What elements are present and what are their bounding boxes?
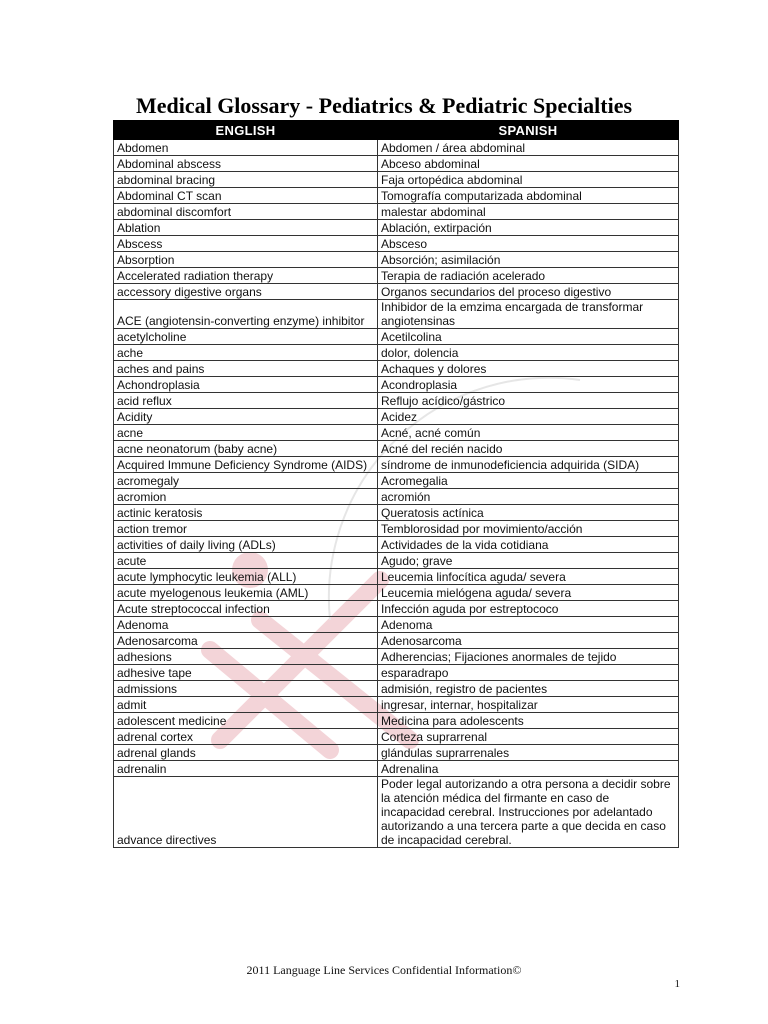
table-row xyxy=(114,441,679,457)
table-row xyxy=(114,409,679,425)
english-term: admissions xyxy=(114,681,378,697)
table-row xyxy=(114,425,679,441)
table-row xyxy=(114,553,679,569)
spanish-term: Acromegalia xyxy=(378,473,679,489)
english-term: Absorption xyxy=(114,252,378,268)
table-row xyxy=(114,220,679,236)
spanish-term: dolor, dolencia xyxy=(378,345,679,361)
spanish-term: Leucemia linfocítica aguda/ severa xyxy=(378,569,679,585)
spanish-term: Abdomen / área abdominal xyxy=(378,140,679,156)
english-term: Acute streptococcal infection xyxy=(114,601,378,617)
table-row xyxy=(114,284,679,300)
spanish-term: Acetilcolina xyxy=(378,329,679,345)
spanish-term: Adherencias; Fijaciones anormales de tejido xyxy=(378,649,679,665)
spanish-term: acromión xyxy=(378,489,679,505)
english-term: acute lymphocytic leukemia (ALL) xyxy=(114,569,378,585)
spanish-term: Tomografía computarizada abdominal xyxy=(378,188,679,204)
table-row xyxy=(114,745,679,761)
table-row xyxy=(114,729,679,745)
english-term: acetylcholine xyxy=(114,329,378,345)
table-row xyxy=(114,204,679,220)
english-term: abdominal discomfort xyxy=(114,204,378,220)
document-title: Medical Glossary - Pediatrics & Pediatric Specialties xyxy=(135,93,633,118)
table-row xyxy=(114,585,679,601)
spanish-term: Poder legal autorizando a otra persona a decidir sobre la atención médica del firmante en caso de incapacidad cerebral. Instrucciones por adelantado autorizando a una tercera parte a que decida en caso de incapacidad cerebral. xyxy=(378,777,679,848)
spanish-term: Acné, acné común xyxy=(378,425,679,441)
table-row xyxy=(114,140,679,156)
table-row xyxy=(114,172,679,188)
spanish-term: Medicina para adolescents xyxy=(378,713,679,729)
table-row xyxy=(114,649,679,665)
spanish-term: Adrenalina xyxy=(378,761,679,777)
table-row xyxy=(114,377,679,393)
glossary-sheet xyxy=(113,120,678,848)
english-term: Adenosarcoma xyxy=(114,633,378,649)
table-row xyxy=(114,617,679,633)
table-row xyxy=(114,236,679,252)
english-term: acromion xyxy=(114,489,378,505)
spanish-term: Acondroplasia xyxy=(378,377,679,393)
table-row xyxy=(114,633,679,649)
english-term: adrenal cortex xyxy=(114,729,378,745)
spanish-term: glándulas suprarrenales xyxy=(378,745,679,761)
spanish-term: Acidez xyxy=(378,409,679,425)
spanish-term: admisión, registro de pacientes xyxy=(378,681,679,697)
spanish-term: Adenoma xyxy=(378,617,679,633)
page-number: 1 xyxy=(674,978,680,990)
table-row xyxy=(114,601,679,617)
english-term: adolescent medicine xyxy=(114,713,378,729)
english-term: acne neonatorum (baby acne) xyxy=(114,441,378,457)
table-row xyxy=(114,761,679,777)
english-term: Abdominal abscess xyxy=(114,156,378,172)
table-row xyxy=(114,505,679,521)
table-row xyxy=(114,268,679,284)
table-row xyxy=(114,521,679,537)
spanish-term: Infección aguda por estreptococo xyxy=(378,601,679,617)
table-row xyxy=(114,361,679,377)
spanish-term: ingresar, internar, hospitalizar xyxy=(378,697,679,713)
header-row xyxy=(114,121,679,140)
english-term: accessory digestive organs xyxy=(114,284,378,300)
spanish-term: Acné del recién nacido xyxy=(378,441,679,457)
english-term: adrenalin xyxy=(114,761,378,777)
spanish-term: Agudo; grave xyxy=(378,553,679,569)
table-row xyxy=(114,537,679,553)
english-term: abdominal bracing xyxy=(114,172,378,188)
spanish-term: Reflujo acídico/gástrico xyxy=(378,393,679,409)
spanish-term: Organos secundarios del proceso digestivo xyxy=(378,284,679,300)
english-term: Acquired Immune Deficiency Syndrome (AIDS) xyxy=(114,457,378,473)
table-row xyxy=(114,665,679,681)
spanish-term: Terapia de radiación acelerado xyxy=(378,268,679,284)
spanish-term: Abceso abdominal xyxy=(378,156,679,172)
english-term: acute myelogenous leukemia (AML) xyxy=(114,585,378,601)
table-row xyxy=(114,300,679,329)
english-term: Abscess xyxy=(114,236,378,252)
english-term: adrenal glands xyxy=(114,745,378,761)
spanish-term: Leucemia mielógena aguda/ severa xyxy=(378,585,679,601)
table-row xyxy=(114,457,679,473)
english-term: ACE (angiotensin-converting enzyme) inhibitor xyxy=(114,300,378,329)
glossary-rows xyxy=(114,140,679,848)
table-row xyxy=(114,329,679,345)
english-term: acid reflux xyxy=(114,393,378,409)
english-term: Ablation xyxy=(114,220,378,236)
english-term: Achondroplasia xyxy=(114,377,378,393)
table-row xyxy=(114,777,679,848)
english-term: action tremor xyxy=(114,521,378,537)
english-term: adhesive tape xyxy=(114,665,378,681)
table-row xyxy=(114,188,679,204)
spanish-term: Ablación, extirpación xyxy=(378,220,679,236)
spanish-term: Achaques y dolores xyxy=(378,361,679,377)
english-term: advance directives xyxy=(114,777,378,848)
table-row xyxy=(114,697,679,713)
english-column-header: ENGLISH xyxy=(114,121,378,140)
spanish-column-header: SPANISH xyxy=(378,121,679,140)
spanish-term: Actividades de la vida cotidiana xyxy=(378,537,679,553)
table-row xyxy=(114,473,679,489)
english-term: Acidity xyxy=(114,409,378,425)
english-term: actinic keratosis xyxy=(114,505,378,521)
spanish-term: Absceso xyxy=(378,236,679,252)
english-term: acute xyxy=(114,553,378,569)
spanish-term: Queratosis actínica xyxy=(378,505,679,521)
spanish-term: malestar abdominal xyxy=(378,204,679,220)
footer-text: 2011 Language Line Services Confidential Information© xyxy=(246,963,522,977)
english-term: activities of daily living (ADLs) xyxy=(114,537,378,553)
spanish-term: Absorción; asimilación xyxy=(378,252,679,268)
english-term: acne xyxy=(114,425,378,441)
table-row xyxy=(114,489,679,505)
spanish-term: síndrome de inmunodeficiencia adquirida (SIDA) xyxy=(378,457,679,473)
english-term: ache xyxy=(114,345,378,361)
spanish-term: Temblorosidad por movimiento/acción xyxy=(378,521,679,537)
spanish-term: Inhibidor de la emzima encargada de transformar angiotensinas xyxy=(378,300,679,329)
table-row xyxy=(114,569,679,585)
table-row xyxy=(114,345,679,361)
table-row xyxy=(114,156,679,172)
table-row xyxy=(114,713,679,729)
table-row xyxy=(114,393,679,409)
english-term: acromegaly xyxy=(114,473,378,489)
spanish-term: esparadrapo xyxy=(378,665,679,681)
english-term: Abdominal CT scan xyxy=(114,188,378,204)
table-row xyxy=(114,252,679,268)
spanish-term: Adenosarcoma xyxy=(378,633,679,649)
english-term: Abdomen xyxy=(114,140,378,156)
table-row xyxy=(114,681,679,697)
english-term: Adenoma xyxy=(114,617,378,633)
english-term: adhesions xyxy=(114,649,378,665)
spanish-term: Corteza suprarrenal xyxy=(378,729,679,745)
spanish-term: Faja ortopédica abdominal xyxy=(378,172,679,188)
english-term: admit xyxy=(114,697,378,713)
english-term: aches and pains xyxy=(114,361,378,377)
english-term: Accelerated radiation therapy xyxy=(114,268,378,284)
glossary-table xyxy=(113,120,679,848)
